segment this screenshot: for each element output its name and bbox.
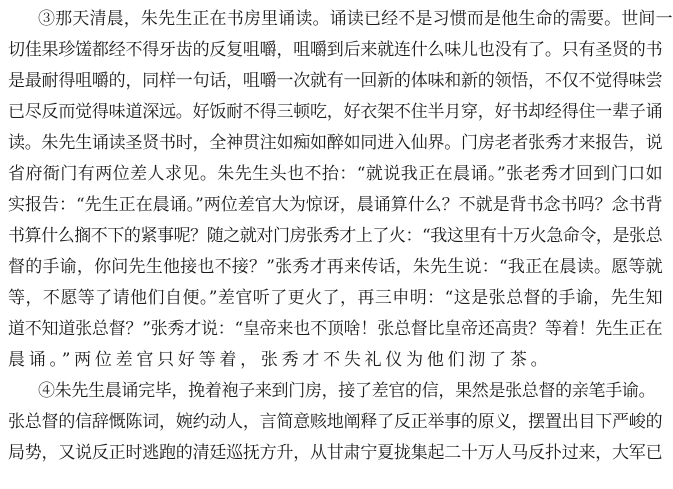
text-line: ③那天清晨，朱先生正在书房里诵读。诵读已经不是习惯而是他生命的需要。世间一: [38, 9, 673, 29]
text-line: 是最耐得咀嚼的，同样一句话，咀嚼一次就有一回新的体味和新的领悟，不仅不觉得味尝: [8, 71, 663, 91]
text-line: 局势，又说反正时逃跑的清廷巡抚方升，从甘肃宁夏拢集起二十万人马反扑过来，大军已: [8, 443, 663, 463]
text-line: 切佳果珍馐都经不得牙齿的反复咀嚼，咀嚼到后来就连什么味儿也没有了。只有圣贤的书: [8, 40, 663, 60]
text-line: 实报告：“先生正在晨诵。”两位差官大为惊讶，晨诵算什么？不就是背书念书吗？念书背: [8, 195, 663, 215]
text-line: 书算什么搁不下的紧事呢？随之就对门房张秀才上了火：“我这里有十万火急命令，是张总: [8, 226, 663, 246]
text-line: ④朱先生晨诵完毕，挽着袍子来到门房，接了差官的信，果然是张总督的亲笔手谕。: [38, 381, 656, 401]
text-line: 等，不愿等了请他们自便。”差官听了更火了，再三申明：“这是张总督的手谕，先生知: [8, 288, 664, 308]
text-line: 晨诵。”两位差官只好等着，张秀才不失礼仪为他们沏了茶。: [8, 350, 552, 370]
text-line: 督的手谕，你问先生他接也不接？”张秀才再来传话，朱先生说：“我正在晨读。愿等就: [8, 257, 663, 277]
text-line: 已尽反而觉得味道深远。好饭耐不得三顿吃，好衣架不住半月穿，好书却经得住一辈子诵: [8, 102, 663, 122]
text-line: 读。朱先生诵读圣贤书时，全神贯注如痴如醉如同进入仙界。门房老者张秀才来报告，说: [8, 133, 663, 153]
text-line: 张总督的信辞慨陈词，婉约动人，言简意赅地阐释了反正举事的原义，摆置出目下严峻的: [8, 412, 663, 432]
text-line: 道不知道张总督？”张秀才说：“皇帝来也不顶啥！张总督比皇帝还高贵？等着！先生正在: [8, 319, 663, 339]
text-line: 省府衙门有两位差人求见。朱先生头也不抬：“就说我正在晨诵。”张老秀才回到门口如: [8, 164, 664, 184]
